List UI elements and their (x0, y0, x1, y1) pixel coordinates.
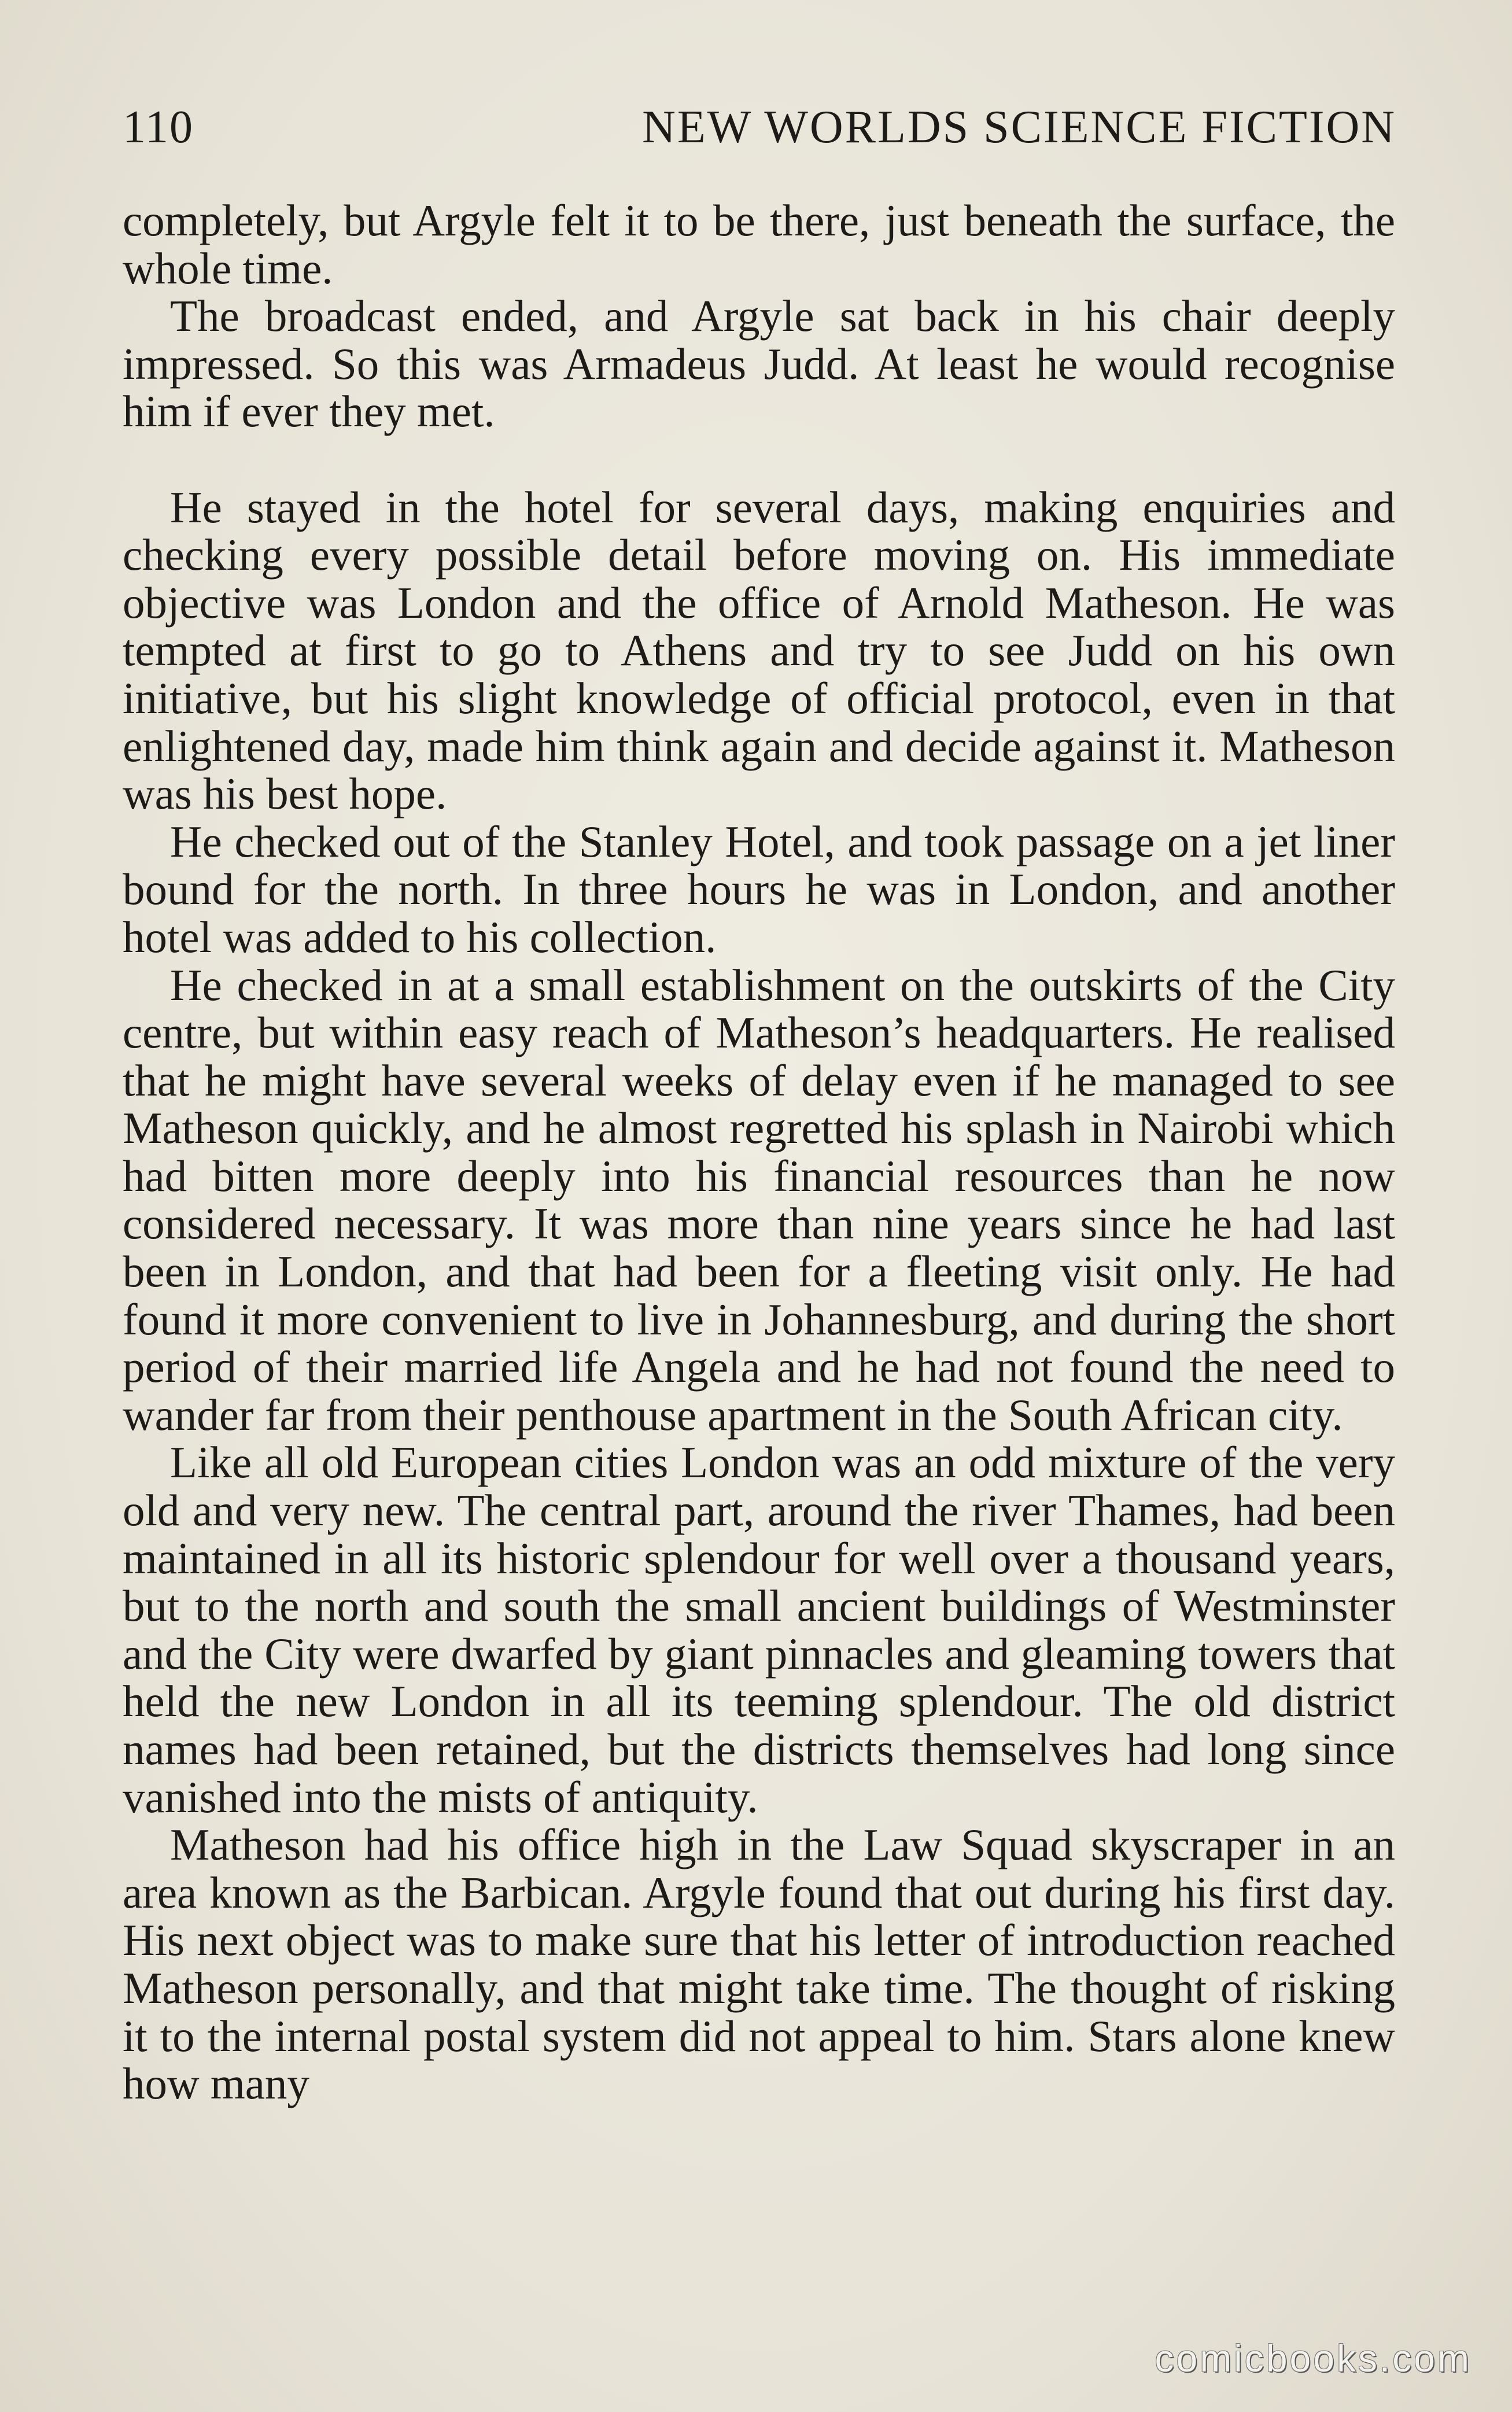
page-number: 110 (123, 102, 194, 153)
paragraph: He checked out of the Stanley Hotel, and took passage on a jet liner bound for the north. In three hours he was in London, and another hotel was added to his collection. (123, 816, 1395, 962)
paragraph: Like all old European cities London was an odd mixture of the very old and very new. The central part, around the river Thames, had been maintained in all its historic splendour for well over a thousand years, but to the north and south the small ancient buildings of Westminster and the City were dwarfed by giant pinnacles and gleaming towers that held the new London in all its teeming splendour. The old district names had been retained, but the districts themselves had long since vanished into the mists of antiquity. (123, 1437, 1395, 1822)
body-text (123, 197, 1395, 2108)
paragraph: Matheson had his office high in the Law Squad skyscraper in an area known as the Barbican. Argyle found that out during his first day. His next object was to make sure that his letter of introduction reached Matheson personally, and that might take time. The thought of risking it to the internal postal system did not appeal to him. Stars alone knew how many (123, 1820, 1395, 2109)
paragraph: He stayed in the hotel for several days, making enquiries and checking every possible detail before moving on. His immediate objective was London and the office of Arnold Matheson. He was tempted at first to go to Athens and try to see Judd on his own initiative, but his slight knowledge of official protocol, even in that enlightened day, made him think again and decide against it. Matheson was his best hope. (123, 482, 1395, 819)
watermark: comicbooks.com (1155, 2337, 1472, 2380)
paragraph: He checked in at a small establishment on the outskirts of the City centre, but within easy reach of Matheson’s headquarters. He realised that he might have several weeks of delay even if he managed to see Matheson quickly, and he almost regretted his splash in Nairobi which had bitten more deeply into his financial resources than he now considered necessary. It was more than nine years since he had last been in London, and that had been for a fleeting visit only. He had found it more convenient to live in Johannesburg, and during the short period of their married life Angela and he had not found the need to wander far from their penthouse apartment in the South African city. (123, 960, 1395, 1440)
paragraph: The broadcast ended, and Argyle sat back in his chair deeply impressed. So this was Armadeus Judd. At least he would recognise him if ever they met. (123, 291, 1395, 437)
running-head (123, 95, 1396, 159)
paragraph: completely, but Argyle felt it to be there, just beneath the surface, the whole time. (123, 196, 1395, 293)
magazine-title: NEW WORLDS SCIENCE FICTION (642, 102, 1396, 153)
